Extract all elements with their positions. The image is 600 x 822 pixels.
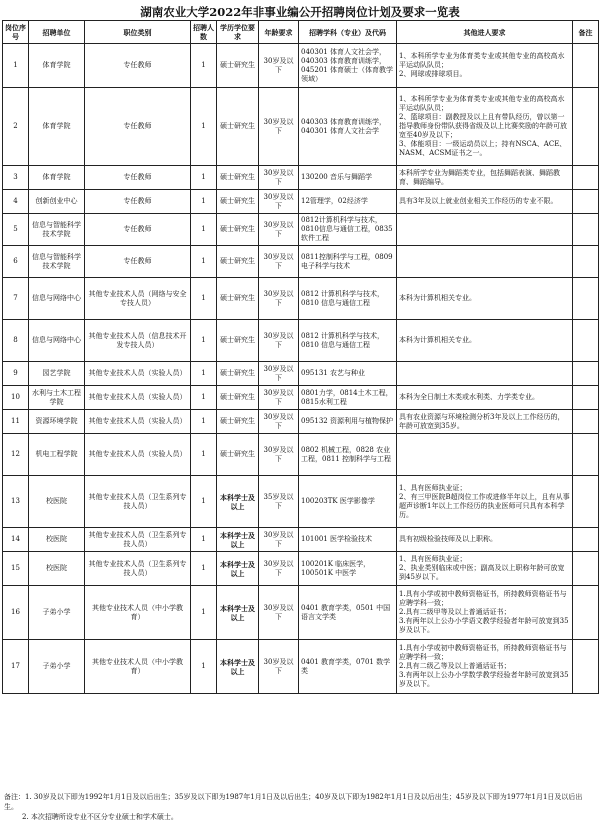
row-count: 1: [191, 88, 217, 166]
row-education: 本科学士及以上: [217, 586, 259, 640]
row-other: 本科所学专业为舞蹈类专业，包括舞蹈表演、舞蹈教育、舞蹈编导。: [397, 166, 573, 190]
row-age: 30岁及以下: [259, 586, 299, 640]
row-category: 专任教师: [85, 44, 191, 88]
row-education: 本科学士及以上: [217, 552, 259, 586]
header-education: 学历学位要求: [217, 21, 259, 44]
row-number: 5: [3, 214, 29, 246]
row-major: 095132 资源利用与植物保护: [299, 410, 397, 434]
row-education: 硕士研究生: [217, 88, 259, 166]
row-age: 35岁及以下: [259, 476, 299, 528]
row-category: 其他专业技术人员（卫生系列专技人员）: [85, 528, 191, 552]
row-category: 其他专业技术人员（卫生系列专技人员）: [85, 476, 191, 528]
row-number: 14: [3, 528, 29, 552]
row-education: 本科学士及以上: [217, 476, 259, 528]
row-remark: [573, 476, 599, 528]
row-number: 10: [3, 386, 29, 410]
row-major: 095131 农艺与种业: [299, 362, 397, 386]
footnote-line-2: 2. 本次招聘所设专业不区分专业硕士和学术硕士。: [22, 813, 178, 821]
row-remark: [573, 552, 599, 586]
row-age: 30岁及以下: [259, 640, 299, 694]
table-row: [3, 246, 599, 278]
row-unit: 校医院: [29, 476, 85, 528]
row-category: 专任教师: [85, 88, 191, 166]
table-row: [3, 476, 599, 528]
row-other: [397, 246, 573, 278]
row-education: 硕士研究生: [217, 190, 259, 214]
row-number: 9: [3, 362, 29, 386]
row-category: 专任教师: [85, 246, 191, 278]
row-count: 1: [191, 476, 217, 528]
row-count: 1: [191, 246, 217, 278]
row-category: 专任教师: [85, 166, 191, 190]
row-number: 8: [3, 320, 29, 362]
row-remark: [573, 166, 599, 190]
row-number: 1: [3, 44, 29, 88]
row-count: 1: [191, 44, 217, 88]
row-remark: [573, 278, 599, 320]
row-category: 其他专业技术人员（实验人员）: [85, 410, 191, 434]
row-number: 2: [3, 88, 29, 166]
header-major: 招聘学科（专业）及代码: [299, 21, 397, 44]
row-unit: 体育学院: [29, 166, 85, 190]
row-remark: [573, 586, 599, 640]
row-other: 1.具有小学或初中教师资格证书，所持教师资格证书与应聘学科一致； 2.具有二级甲等及以上普通话证书； 3.有两年以上公办小学语文教学经验者年龄可放宽到35岁及以下。: [397, 586, 573, 640]
row-major: 0812 计算机科学与技术，0810 信息与通信工程: [299, 278, 397, 320]
row-remark: [573, 190, 599, 214]
table-row: [3, 320, 599, 362]
row-category: 其他专业技术人员（实验人员）: [85, 362, 191, 386]
recruitment-table: [2, 20, 599, 694]
row-age: 30岁及以下: [259, 386, 299, 410]
header-other: 其他进人要求: [397, 21, 573, 44]
row-other: [397, 434, 573, 476]
row-other: 具有农业资源与环境检测分析3年及以上工作经历的，年龄可放宽到35岁。: [397, 410, 573, 434]
row-other: 本科为计算机相关专业。: [397, 278, 573, 320]
row-remark: [573, 410, 599, 434]
row-age: 30岁及以下: [259, 88, 299, 166]
table-row: [3, 44, 599, 88]
row-number: 7: [3, 278, 29, 320]
row-education: 本科学士及以上: [217, 640, 259, 694]
row-education: 硕士研究生: [217, 246, 259, 278]
row-unit: 校医院: [29, 552, 85, 586]
row-remark: [573, 44, 599, 88]
row-number: 3: [3, 166, 29, 190]
table-row: [3, 434, 599, 476]
row-major: 0802 机械工程，0828 农业工程，0811 控制科学与工程: [299, 434, 397, 476]
row-other: 具有初级检验技师及以上职称。: [397, 528, 573, 552]
row-other: 1.具有小学或初中教师资格证书，所持教师资格证书与应聘学科一致； 2.具有二级乙等及以上普通话证书； 3.有两年以上公办小学数学教学经验者年龄可放宽到35岁及以下。: [397, 640, 573, 694]
row-major: 0801力学，0814土木工程，0815水利工程: [299, 386, 397, 410]
row-category: 其他专业技术人员（卫生系列专技人员）: [85, 552, 191, 586]
table-row: [3, 190, 599, 214]
row-other: 1、具有医师执业证； 2、有三甲医院B超岗位工作或进修半年以上，且有从事超声诊断1年以上工作经历的执业医师可只具有本科学历。: [397, 476, 573, 528]
header-category: 职位类别: [85, 21, 191, 44]
row-category: 其他专业技术人员（网络与安全专技人员）: [85, 278, 191, 320]
table-row: [3, 214, 599, 246]
row-age: 30岁及以下: [259, 214, 299, 246]
row-number: 15: [3, 552, 29, 586]
row-number: 11: [3, 410, 29, 434]
row-remark: [573, 246, 599, 278]
row-major: 0812计算机科学与技术，0810信息与通信工程，0835软件工程: [299, 214, 397, 246]
row-major: 101001 医学检验技术: [299, 528, 397, 552]
row-age: 30岁及以下: [259, 362, 299, 386]
row-other: [397, 214, 573, 246]
header-unit: 招聘单位: [29, 21, 85, 44]
footnote-line-1: 备注：1. 30岁及以下即为1992年1月1日及以后出生；35岁及以下即为1987年1月1日及以后出生；40岁及以下即为1982年1月1日及以后出生；45岁及以下即为1977年1月1日及以后出生。: [4, 793, 583, 811]
table-row: [3, 552, 599, 586]
table-row: [3, 410, 599, 434]
row-remark: [573, 528, 599, 552]
row-age: 30岁及以下: [259, 410, 299, 434]
row-education: 硕士研究生: [217, 278, 259, 320]
row-remark: [573, 640, 599, 694]
row-education: 硕士研究生: [217, 44, 259, 88]
row-unit: 信息与智能科学技术学院: [29, 214, 85, 246]
row-other: 本科为全日制土木类或水利类、力学类专业。: [397, 386, 573, 410]
row-count: 1: [191, 278, 217, 320]
row-number: 12: [3, 434, 29, 476]
row-count: 1: [191, 166, 217, 190]
row-age: 30岁及以下: [259, 552, 299, 586]
row-count: 1: [191, 386, 217, 410]
row-unit: 创新创业中心: [29, 190, 85, 214]
header-age: 年龄要求: [259, 21, 299, 44]
table-row: [3, 386, 599, 410]
row-unit: 信息与网络中心: [29, 278, 85, 320]
table-body: [3, 44, 599, 694]
table-row: [3, 640, 599, 694]
row-category: 专任教师: [85, 214, 191, 246]
row-count: 1: [191, 434, 217, 476]
row-education: 硕士研究生: [217, 434, 259, 476]
row-education: 本科学士及以上: [217, 528, 259, 552]
row-category: 其他专业技术人员（中小学教育）: [85, 586, 191, 640]
row-education: 硕士研究生: [217, 386, 259, 410]
row-unit: 信息与智能科学技术学院: [29, 246, 85, 278]
row-major: 0811控制科学与工程，0809电子科学与技术: [299, 246, 397, 278]
row-major: 0401 教育学类，0701 数学类: [299, 640, 397, 694]
row-other: 本科为计算机相关专业。: [397, 320, 573, 362]
row-count: 1: [191, 640, 217, 694]
row-major: 100201K 临床医学，100501K 中医学: [299, 552, 397, 586]
row-category: 其他专业技术人员（信息技术开发专技人员）: [85, 320, 191, 362]
table-row: [3, 88, 599, 166]
row-major: 100203TK 医学影像学: [299, 476, 397, 528]
row-remark: [573, 386, 599, 410]
row-unit: 资源环境学院: [29, 410, 85, 434]
row-major: 12管理学，02经济学: [299, 190, 397, 214]
row-number: 6: [3, 246, 29, 278]
row-unit: 子弟小学: [29, 640, 85, 694]
row-count: 1: [191, 190, 217, 214]
row-age: 30岁及以下: [259, 166, 299, 190]
row-number: 4: [3, 190, 29, 214]
row-unit: 子弟小学: [29, 586, 85, 640]
header-remark: 备注: [573, 21, 599, 44]
row-category: 其他专业技术人员（中小学教育）: [85, 640, 191, 694]
row-count: 1: [191, 410, 217, 434]
row-remark: [573, 362, 599, 386]
row-unit: 园艺学院: [29, 362, 85, 386]
row-education: 硕士研究生: [217, 320, 259, 362]
row-unit: 体育学院: [29, 88, 85, 166]
row-age: 30岁及以下: [259, 278, 299, 320]
row-category: 其他专业技术人员（实验人员）: [85, 434, 191, 476]
row-count: 1: [191, 552, 217, 586]
row-count: 1: [191, 214, 217, 246]
row-category: 其他专业技术人员（实验人员）: [85, 386, 191, 410]
row-education: 硕士研究生: [217, 362, 259, 386]
row-unit: 校医院: [29, 528, 85, 552]
row-number: 13: [3, 476, 29, 528]
row-count: 1: [191, 528, 217, 552]
page-title: 湖南农业大学2022年非事业编公开招聘岗位计划及要求一览表: [140, 5, 460, 19]
row-category: 专任教师: [85, 190, 191, 214]
table-row: [3, 586, 599, 640]
table-row: [3, 362, 599, 386]
table-row: [3, 528, 599, 552]
header-no: 岗位序号: [3, 21, 29, 44]
row-age: 30岁及以下: [259, 190, 299, 214]
row-count: 1: [191, 586, 217, 640]
row-remark: [573, 214, 599, 246]
row-major: 040303 体育教育训练学，040301 体育人文社会学: [299, 88, 397, 166]
table-header-row: [3, 21, 599, 44]
row-age: 30岁及以下: [259, 246, 299, 278]
row-unit: 信息与网络中心: [29, 320, 85, 362]
row-other: 1、本科所学专业为体育类专业或其他专业的高校高水平运动队队员； 2、篮球项目：副教授及以上且有带队经历，曾以第一指导教师身份带队获得省级及以上比赛奖励的年龄可放宽至40岁及以下； 3、体能项目：一级运动员以上；持有NSCA、ACE、NASM、ACSM证书之一。: [397, 88, 573, 166]
row-remark: [573, 320, 599, 362]
header-count: 招聘人数: [191, 21, 217, 44]
row-education: 硕士研究生: [217, 214, 259, 246]
row-education: 硕士研究生: [217, 410, 259, 434]
row-education: 硕士研究生: [217, 166, 259, 190]
footnote: [4, 792, 596, 822]
row-unit: 体育学院: [29, 44, 85, 88]
row-major: 130200 音乐与舞蹈学: [299, 166, 397, 190]
row-number: 16: [3, 586, 29, 640]
row-age: 30岁及以下: [259, 44, 299, 88]
row-other: 1、本科所学专业为体育类专业或其他专业的高校高水平运动队队员； 2、网球或排球项目。: [397, 44, 573, 88]
row-other: [397, 362, 573, 386]
row-remark: [573, 88, 599, 166]
row-count: 1: [191, 320, 217, 362]
row-count: 1: [191, 362, 217, 386]
row-age: 30岁及以下: [259, 528, 299, 552]
table-row: [3, 278, 599, 320]
row-other: 具有3年及以上就业创业相关工作经历的专业不限。: [397, 190, 573, 214]
row-age: 30岁及以下: [259, 434, 299, 476]
row-unit: 机电工程学院: [29, 434, 85, 476]
row-major: 0401 教育学类，0501 中国语言文学类: [299, 586, 397, 640]
row-number: 17: [3, 640, 29, 694]
row-other: 1、具有医师执业证； 2、执业类别临床或中医；副高及以上职称年龄可放宽到45岁以下。: [397, 552, 573, 586]
row-unit: 水利与土木工程学院: [29, 386, 85, 410]
row-age: 30岁及以下: [259, 320, 299, 362]
table-row: [3, 166, 599, 190]
row-remark: [573, 434, 599, 476]
row-major: 040301 体育人文社会学，040303 体育教育训练学，045201 体育硕士（体育教学领域）: [299, 44, 397, 88]
row-major: 0812 计算机科学与技术，0810 信息与通信工程: [299, 320, 397, 362]
